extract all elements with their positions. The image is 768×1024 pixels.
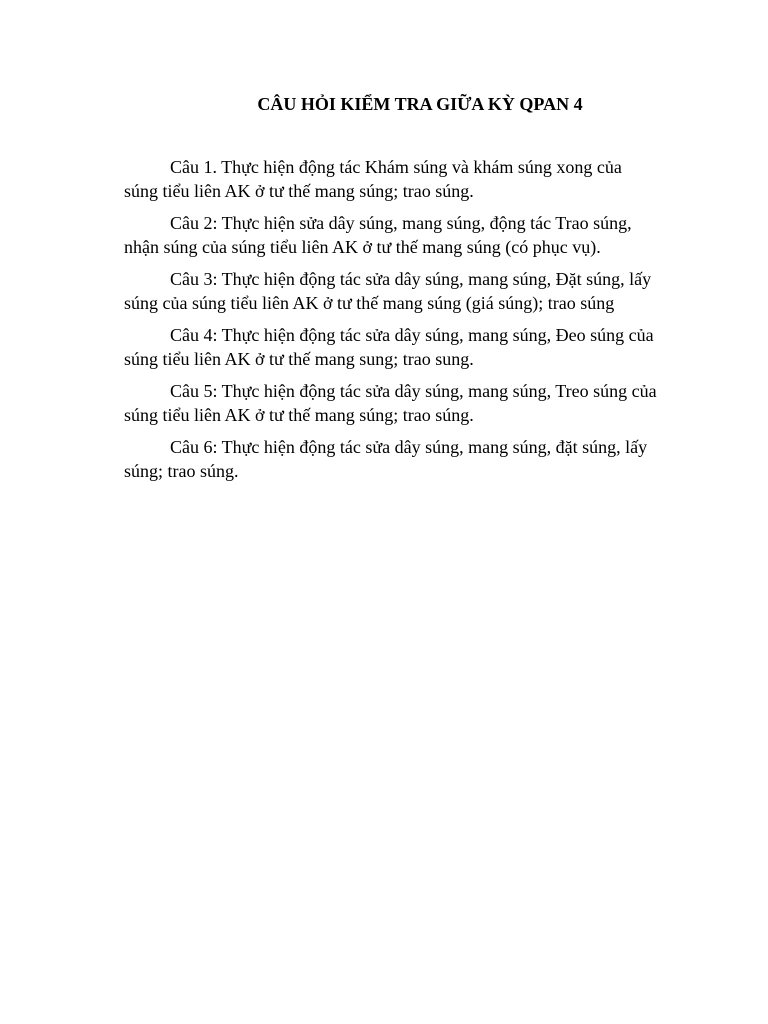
document-title: CÂU HỎI KIỂM TRA GIỮA KỲ QPAN 4 <box>257 94 583 114</box>
question-3-line-2: súng của súng tiểu liên AK ở tư thế mang súng (giá súng); trao súng <box>124 293 615 313</box>
question-1 <box>124 155 720 203</box>
question-2-line-2: nhận súng của súng tiểu liên AK ở tư thế mang súng (có phục vụ). <box>124 237 601 257</box>
question-list <box>124 155 720 491</box>
question-3-line-1: Câu 3: Thực hiện động tác sửa dây súng, mang súng, Đặt súng, lấy <box>170 269 652 289</box>
question-6-line-1: Câu 6: Thực hiện động tác sửa dây súng, mang súng, đặt súng, lấy <box>170 437 648 457</box>
question-5-line-2: súng tiểu liên AK ở tư thế mang súng; trao súng. <box>124 405 474 425</box>
question-1-line-2: súng tiểu liên AK ở tư thế mang súng; trao súng. <box>124 181 474 201</box>
question-4-line-1: Câu 4: Thực hiện động tác sửa dây súng, mang súng, Đeo súng của <box>170 325 654 345</box>
question-6 <box>124 435 720 483</box>
question-2 <box>124 211 720 259</box>
question-6-line-2: súng; trao súng. <box>124 461 239 481</box>
question-1-line-1: Câu 1. Thực hiện động tác Khám súng và khám súng xong của <box>170 157 622 177</box>
question-5-line-1: Câu 5: Thực hiện động tác sửa dây súng, mang súng, Treo súng của <box>170 381 657 401</box>
question-4-line-2: súng tiểu liên AK ở tư thế mang sung; trao sung. <box>124 349 474 369</box>
question-3 <box>124 267 720 315</box>
question-4 <box>124 323 720 371</box>
question-5 <box>124 379 720 427</box>
question-2-line-1: Câu 2: Thực hiện sửa dây súng, mang súng, động tác Trao súng, <box>170 213 632 233</box>
